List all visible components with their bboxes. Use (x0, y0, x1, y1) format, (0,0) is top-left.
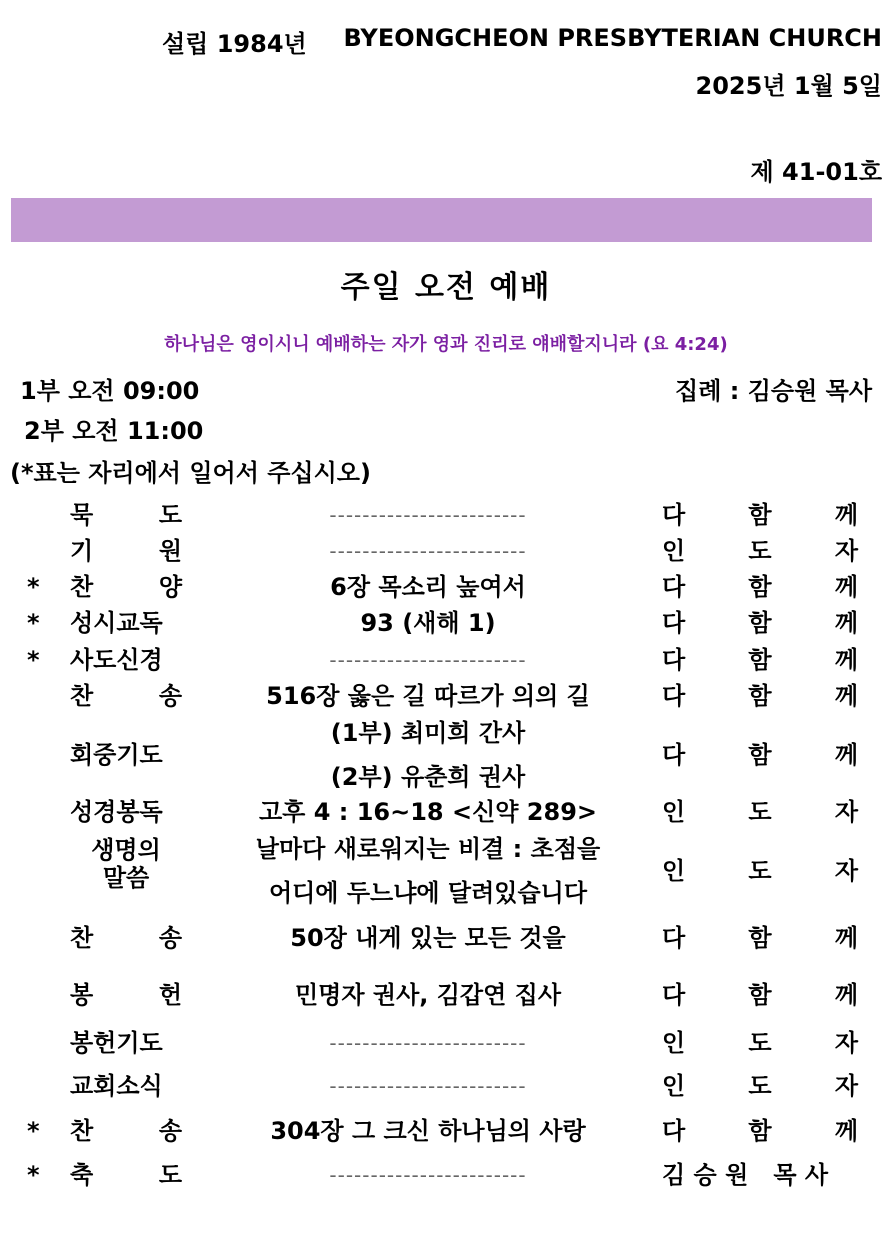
order-row (0, 1025, 892, 1061)
order-content: 고후 4 : 16~18 <신약 289> (258, 798, 598, 826)
order-role-char: 도 (748, 537, 772, 565)
order-role-char: 자 (834, 798, 858, 826)
order-role-char: 자 (834, 1029, 858, 1057)
order-role-char: 께 (834, 741, 858, 769)
order-role-char: 께 (834, 682, 858, 710)
order-content: ------------------------ (329, 1074, 527, 1098)
order-role-char: 도 (748, 798, 772, 826)
order-item (70, 497, 182, 533)
order-item-text: 양 (158, 573, 182, 601)
order-item (70, 605, 182, 641)
order-item (70, 1068, 182, 1104)
order-role (662, 1025, 858, 1061)
order-content: 50장 내게 있는 모든 것을 (290, 924, 566, 952)
order-role-char: 께 (834, 609, 858, 637)
order-content: ------------------------ (329, 648, 527, 672)
order-content-line: (1부) 최미희 간사 (330, 719, 526, 747)
order-role-char: 께 (834, 646, 858, 674)
order-role-char: 다 (662, 682, 686, 710)
order-role-char: 함 (748, 741, 772, 769)
order-role (662, 1068, 858, 1104)
order-item-text: 묵 (70, 501, 94, 529)
order-content: 민명자 권사, 김갑연 집사 (294, 981, 562, 1009)
order-item-text: 봉 (70, 981, 94, 1009)
order-item-text: 찬 (70, 1117, 94, 1145)
order-role-char: 께 (834, 501, 858, 529)
order-item-text: 헌 (158, 981, 182, 1009)
order-role (662, 977, 858, 1013)
order-role (662, 605, 858, 641)
order-role (662, 1113, 858, 1149)
order-item (70, 1025, 182, 1061)
order-role-char: 자 (834, 1072, 858, 1100)
standing-marker: * (27, 609, 40, 637)
order-role-char: 다 (662, 924, 686, 952)
order-role-char: 함 (748, 1117, 772, 1145)
order-row (0, 642, 892, 678)
order-role-char: 도 (748, 1029, 772, 1057)
presider: 집례 : 김승원 목사 (675, 377, 872, 405)
order-content: 516장 옳은 길 따르가 의의 길 (266, 682, 590, 710)
order-item-text: 사도신경 (70, 646, 163, 674)
order-item-text: 성경봉독 (70, 798, 163, 826)
order-item-text: 도 (158, 501, 182, 529)
order-content-line: (2부) 유춘희 권사 (330, 763, 526, 791)
order-role-char: 함 (748, 924, 772, 952)
order-role-char: 인 (662, 1029, 686, 1057)
order-item (70, 678, 182, 714)
order-row (0, 716, 892, 794)
order-item-text: 찬 (70, 682, 94, 710)
order-row (0, 1113, 892, 1149)
order-item (70, 533, 182, 569)
order-row (0, 1068, 892, 1104)
order-role-char: 다 (662, 646, 686, 674)
standing-marker: * (27, 646, 40, 674)
standing-marker: * (27, 1117, 40, 1145)
order-item (70, 642, 182, 678)
order-row (0, 569, 892, 605)
order-item (70, 716, 182, 794)
order-item-text: 송 (158, 1117, 182, 1145)
order-role-char: 인 (662, 1072, 686, 1100)
order-item-text: 말씀 (102, 864, 150, 892)
order-role-char: 께 (834, 1117, 858, 1145)
order-role (662, 794, 858, 830)
order-row (0, 605, 892, 641)
order-item (70, 1113, 182, 1149)
order-content: ------------------------ (329, 1031, 527, 1055)
order-role-char: 함 (748, 646, 772, 674)
order-row (0, 678, 892, 714)
first-service-time: 1부 오전 09:00 (20, 377, 200, 405)
order-item-text: 원 (158, 537, 182, 565)
standing-note: (*표는 자리에서 일어서 주십시오) (10, 459, 371, 487)
page-title: 주일 오전 예배 (340, 270, 552, 305)
standing-marker: * (27, 573, 40, 601)
order-item-text: 회중기도 (70, 741, 163, 769)
order-item-text: 봉헌기도 (70, 1029, 163, 1057)
order-role-char: 인 (662, 798, 686, 826)
order-item-text: 기 (70, 537, 94, 565)
order-role (662, 920, 858, 956)
order-content-line: 어디에 두느냐에 달려있습니다 (268, 879, 588, 907)
order-item (70, 836, 182, 892)
order-item-text: 축 (70, 1161, 94, 1189)
scripture-verse: 하나님은 영이시니 예배하는 자가 영과 진리로 얘배할지니라 (요 4:24) (164, 334, 728, 355)
order-role-char: 함 (748, 609, 772, 637)
order-role (662, 678, 858, 714)
order-role-char: 다 (662, 981, 686, 1009)
order-item-text: 생명의 (91, 836, 161, 864)
order-item (70, 569, 182, 605)
order-role-char: 함 (748, 573, 772, 601)
order-item-text: 찬 (70, 573, 94, 601)
order-row (0, 920, 892, 956)
order-item-text: 찬 (70, 924, 94, 952)
order-role: 김 승 원 목 사 (662, 1161, 829, 1189)
order-role-char: 께 (834, 924, 858, 952)
order-role (662, 832, 858, 910)
order-row (0, 497, 892, 533)
order-role-char: 다 (662, 741, 686, 769)
order-row (0, 794, 892, 830)
header-band (11, 198, 872, 242)
order-item (70, 920, 182, 956)
order-role-char: 다 (662, 1117, 686, 1145)
founded-year: 설립 1984년 (162, 30, 307, 58)
order-row (0, 1157, 892, 1193)
order-role (662, 569, 858, 605)
second-service-time: 2부 오전 11:00 (24, 417, 204, 445)
order-role-char: 인 (662, 537, 686, 565)
order-row (0, 533, 892, 569)
order-item (70, 794, 182, 830)
bulletin-date: 2025년 1월 5일 (695, 72, 882, 100)
order-content: ------------------------ (329, 1163, 527, 1187)
order-item-text: 도 (158, 1161, 182, 1189)
order-content: ------------------------ (329, 503, 527, 527)
order-item (70, 977, 182, 1013)
order-item-text: 송 (158, 682, 182, 710)
standing-marker: * (27, 1161, 40, 1189)
order-role-char: 함 (748, 682, 772, 710)
order-content-line: 날마다 새로워지는 비결 : 초점을 (255, 835, 601, 863)
order-content: 6장 목소리 높여서 (330, 573, 526, 601)
order-content: ------------------------ (329, 539, 527, 563)
order-role-char: 도 (748, 857, 772, 885)
order-role-char: 함 (748, 501, 772, 529)
order-content: 304장 그 크신 하나님의 사랑 (270, 1117, 586, 1145)
order-role-char: 인 (662, 857, 686, 885)
issue-number: 제 41-01호 (750, 158, 882, 186)
order-row (0, 832, 892, 910)
order-role-char: 다 (662, 573, 686, 601)
church-name: BYEONGCHEON PRESBYTERIAN CHURCH (343, 24, 882, 52)
order-role-char: 께 (834, 573, 858, 601)
order-role-char: 자 (834, 857, 858, 885)
order-content (222, 711, 634, 799)
order-role-char: 자 (834, 537, 858, 565)
order-role-char: 도 (748, 1072, 772, 1100)
order-role (662, 497, 858, 533)
order-role (662, 716, 858, 794)
order-item (70, 1157, 182, 1193)
order-item-text: 교회소식 (70, 1072, 163, 1100)
order-role-char: 함 (748, 981, 772, 1009)
order-role (662, 642, 858, 678)
order-role-char: 다 (662, 501, 686, 529)
order-role (662, 533, 858, 569)
order-content: 93 (새해 1) (360, 609, 496, 637)
order-content (222, 827, 634, 915)
order-role-char: 다 (662, 609, 686, 637)
order-item-text: 송 (158, 924, 182, 952)
order-item-text: 성시교독 (70, 609, 163, 637)
order-role-char: 께 (834, 981, 858, 1009)
order-row (0, 977, 892, 1013)
